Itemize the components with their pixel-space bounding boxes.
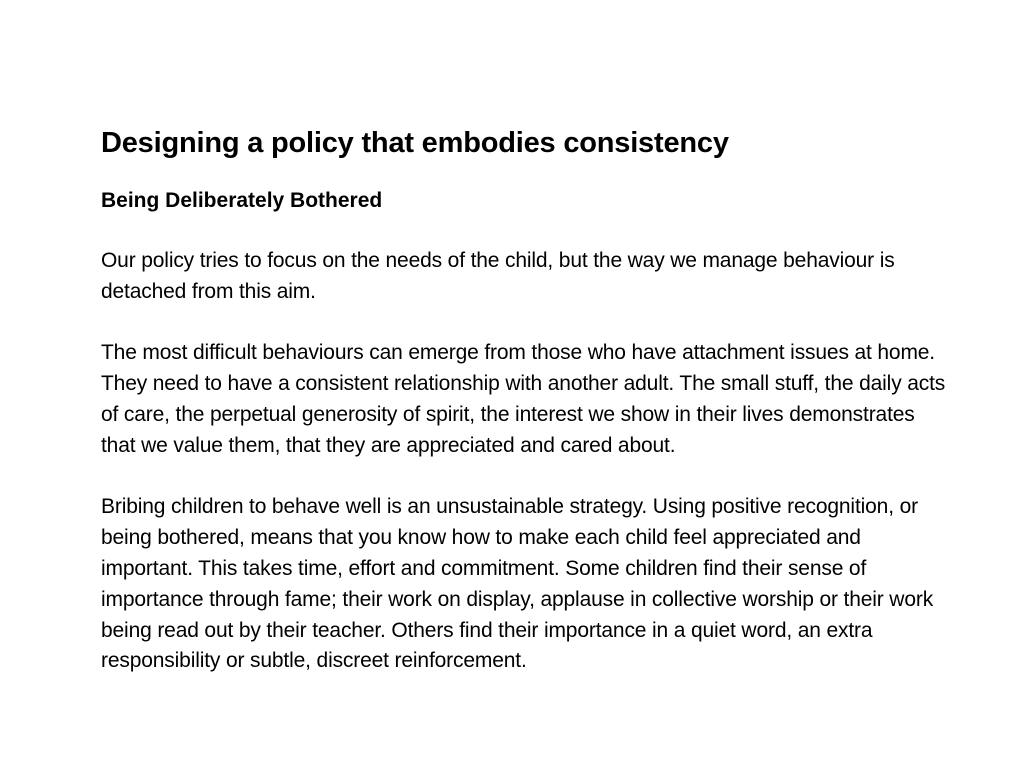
slide-subtitle: Being Deliberately Bothered xyxy=(101,189,383,212)
paragraph-3: Bribing children to behave well is an unsustainable strategy. Using positive recognition, or being bothered, means that you know how to make each child feel appreciated and important. This takes time, effort and commitment. Some children find their sense of importance through fame; their work on display, applause in collective worship or their work being read out by their teacher. Others find their importance in a quiet word, an extra responsibility or subtle, discreet reinforcement. xyxy=(101,495,934,673)
slide-title: Designing a policy that embodies consistency xyxy=(101,127,729,159)
slide-content xyxy=(101,124,951,677)
paragraph-1: Our policy tries to focus on the needs of the child, but the way we manage behaviour is detached from this aim. xyxy=(101,249,895,303)
paragraph-2: The most difficult behaviours can emerge from those who have attachment issues at home. They need to have a consistent relationship with another adult. The small stuff, the daily acts of care, the perpetual generosity of spirit, the interest we show in their lives demonstrates that we value them, that they are appreciated and cared about. xyxy=(101,341,946,457)
